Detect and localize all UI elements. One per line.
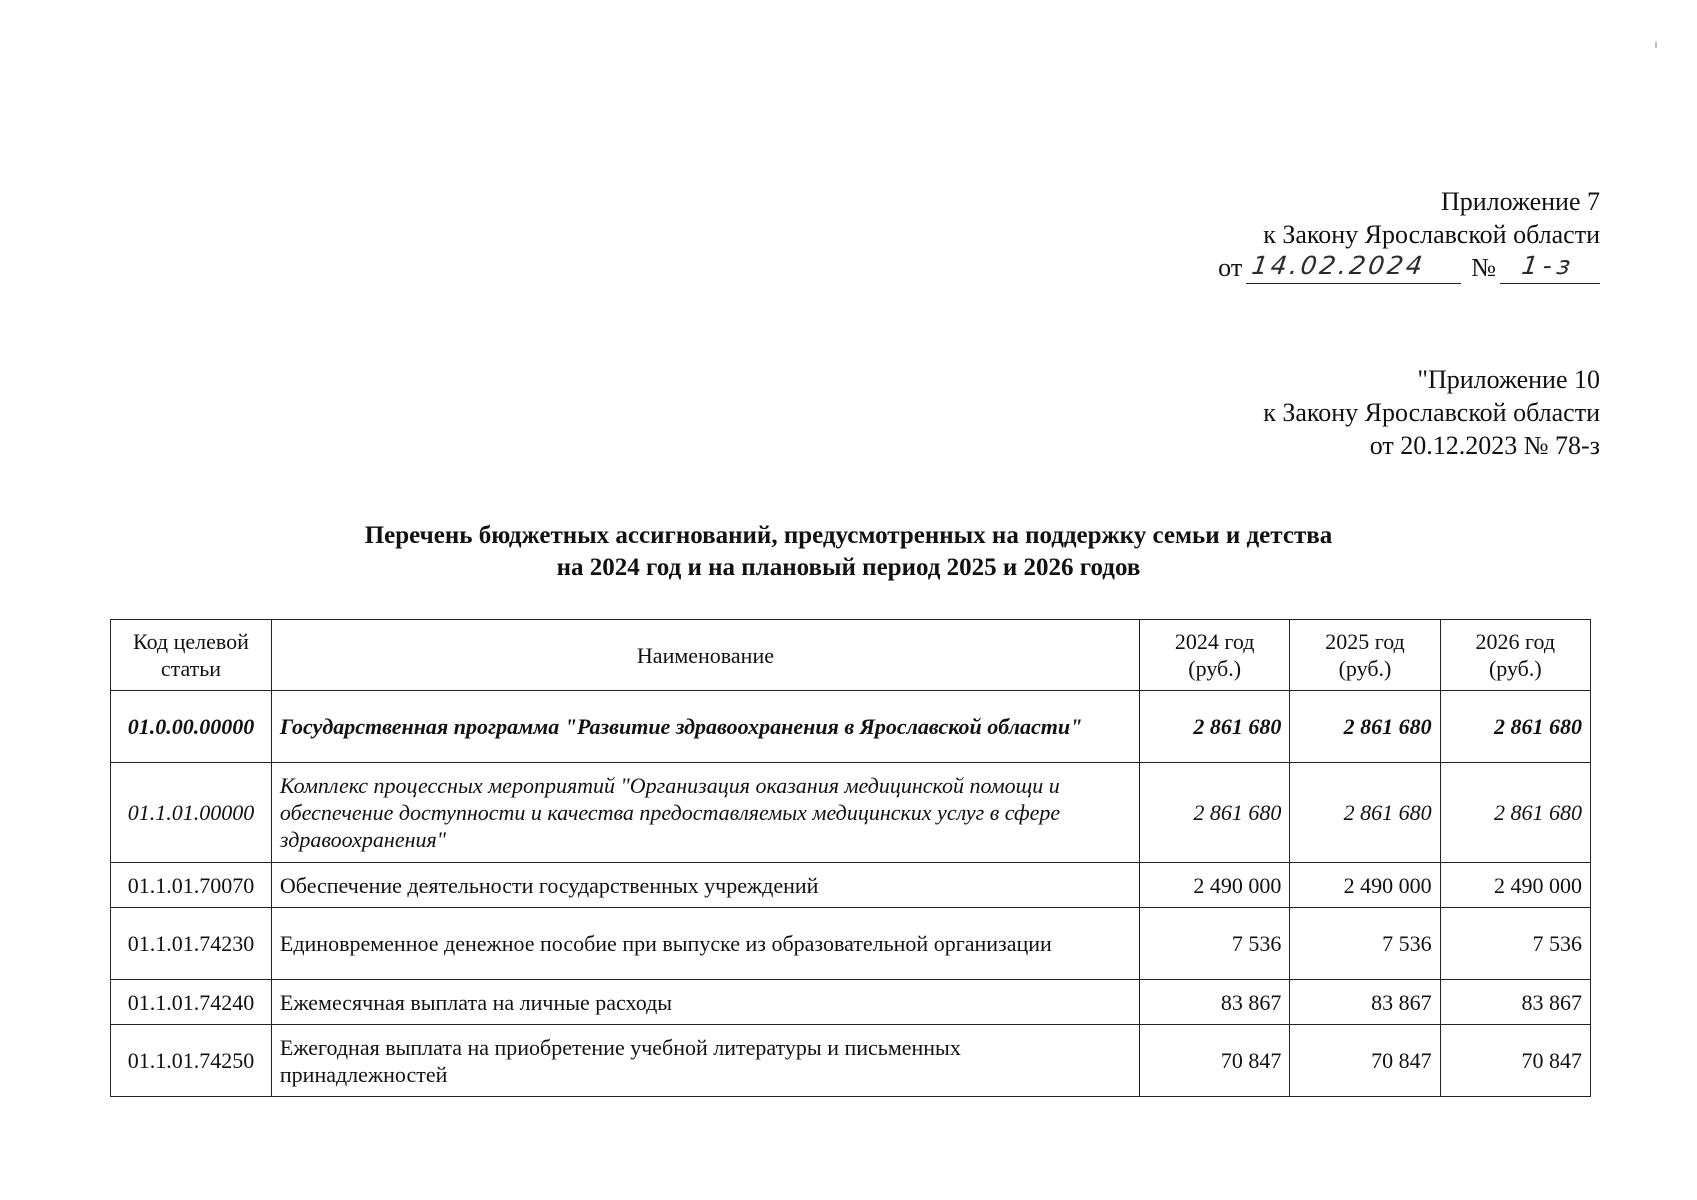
header-2025: 2025 год (руб.)	[1290, 620, 1440, 691]
row-code: 01.0.00.00000	[111, 691, 272, 763]
header-name: Наименование	[271, 620, 1139, 691]
document-title	[0, 520, 1697, 584]
row-2026: 70 847	[1440, 1025, 1590, 1097]
row-2024: 2 861 680	[1140, 691, 1290, 763]
row-2024: 2 490 000	[1140, 863, 1290, 908]
row-2026: 83 867	[1440, 980, 1590, 1025]
annex-previous-block	[1263, 363, 1600, 462]
scan-mark	[1655, 42, 1657, 48]
table-row	[111, 863, 1591, 908]
row-2025: 2 861 680	[1290, 763, 1440, 863]
row-2025: 2 490 000	[1290, 863, 1440, 908]
row-2024: 7 536	[1140, 908, 1290, 980]
row-2026: 7 536	[1440, 908, 1590, 980]
row-name: Единовременное денежное пособие при выпуске из образовательной организации	[271, 908, 1139, 980]
row-code: 01.1.01.74250	[111, 1025, 272, 1097]
table-row	[111, 763, 1591, 863]
table-row	[111, 908, 1591, 980]
number-field	[1500, 253, 1600, 284]
annex-current-line2: к Закону Ярославской области	[1263, 220, 1600, 249]
row-name: Ежегодная выплата на приобретение учебной литературы и письменных принадлежностей	[271, 1025, 1139, 1097]
annex-previous-line1: "Приложение 10	[1417, 365, 1600, 394]
table-row	[111, 980, 1591, 1025]
header-2024: 2024 год (руб.)	[1140, 620, 1290, 691]
row-name: Комплекс процессных мероприятий "Организация оказания медицинской помощи и обеспечение доступности и качества предоставляемых медицинских услуг в сфере здравоохранения"	[271, 763, 1139, 863]
handwritten-date: 14.02.2024	[1250, 251, 1428, 280]
row-2026: 2 861 680	[1440, 763, 1590, 863]
row-2026: 2 861 680	[1440, 691, 1590, 763]
annex-previous-line2: к Закону Ярославской области	[1263, 398, 1600, 427]
number-sign: №	[1471, 253, 1496, 282]
annex-current-date-line	[1218, 251, 1600, 284]
date-prefix: от	[1218, 253, 1243, 282]
row-name: Ежемесячная выплата на личные расходы	[271, 980, 1139, 1025]
row-code: 01.1.01.00000	[111, 763, 272, 863]
table-header-row	[111, 620, 1591, 691]
row-name: Государственная программа "Развитие здравоохранения в Ярославской области"	[271, 691, 1139, 763]
row-name: Обеспечение деятельности государственных учреждений	[271, 863, 1139, 908]
row-2026: 2 490 000	[1440, 863, 1590, 908]
row-2025: 83 867	[1290, 980, 1440, 1025]
row-2024: 70 847	[1140, 1025, 1290, 1097]
handwritten-number: 1-з	[1519, 251, 1578, 280]
table-row	[111, 691, 1591, 763]
row-2025: 70 847	[1290, 1025, 1440, 1097]
annex-current-line1: Приложение 7	[1440, 187, 1600, 216]
annex-previous-line3: от 20.12.2023 № 78-з	[1369, 431, 1600, 460]
row-2025: 7 536	[1290, 908, 1440, 980]
table-row	[111, 1025, 1591, 1097]
header-2026: 2026 год (руб.)	[1440, 620, 1590, 691]
header-code: Код целевой статьи	[111, 620, 272, 691]
document-title-line1: Перечень бюджетных ассигнований, предусмотренных на поддержку семьи и детства	[364, 522, 1333, 549]
row-code: 01.1.01.74230	[111, 908, 272, 980]
row-2025: 2 861 680	[1290, 691, 1440, 763]
row-code: 01.1.01.70070	[111, 863, 272, 908]
annex-current-block	[1218, 185, 1600, 284]
row-2024: 2 861 680	[1140, 763, 1290, 863]
row-2024: 83 867	[1140, 980, 1290, 1025]
document-title-line2: на 2024 год и на плановый период 2025 и 2026 годов	[556, 554, 1141, 581]
date-field	[1246, 253, 1461, 284]
row-code: 01.1.01.74240	[111, 980, 272, 1025]
budget-table	[110, 619, 1591, 1097]
